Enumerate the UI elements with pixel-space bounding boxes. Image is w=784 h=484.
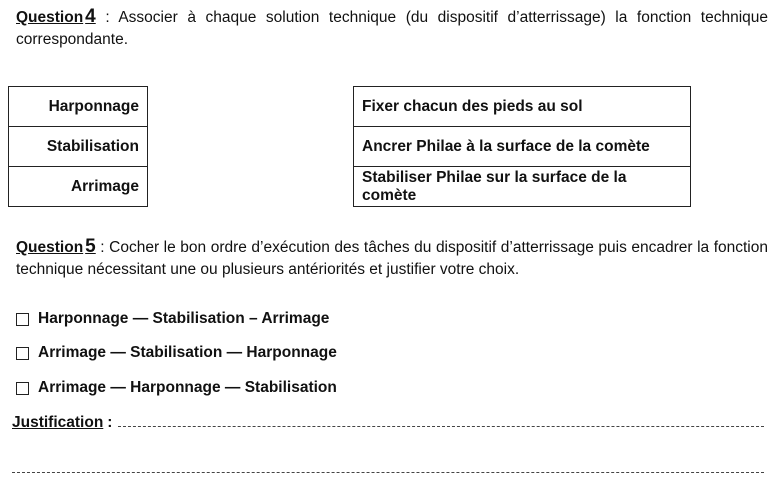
solution-cell-stabilisation[interactable]: Stabilisation [9,127,148,167]
justification-answer-line-1[interactable] [118,412,764,427]
question-5-label: Question [16,239,84,256]
function-cell-stabiliser[interactable]: Stabiliser Philae sur la surface de la comète [354,167,691,207]
solution-cell-harponnage[interactable]: Harponnage [9,87,148,127]
justification-row [12,412,764,432]
question-5-number: 5 [85,236,96,257]
question-4 [16,6,768,51]
justification-colon: : [107,414,113,431]
checkbox-icon[interactable] [16,382,29,395]
order-option-label: Harponnage — Stabilisation – Arrimage [38,310,330,327]
function-cell-ancrer[interactable]: Ancrer Philae à la surface de la comète [354,127,691,167]
order-option-2[interactable] [16,344,337,362]
order-option-label: Arrimage — Harponnage — Stabilisation [38,379,337,396]
question-5-text: : Cocher le bon ordre d’exécution des tâches du dispositif d’atterrissage puis encadrer la fonction technique nécessitant une ou plusieurs antériorités et justifier votre choix. [16,239,768,278]
question-4-number: 4 [85,6,96,27]
checkbox-icon[interactable] [16,347,29,360]
function-cell-fixer[interactable]: Fixer chacun des pieds au sol [354,87,691,127]
question-5 [16,236,768,281]
question-4-text: : Associer à chaque solution technique (du dispositif d’atterrissage) la fonction technique correspondante. [16,9,768,48]
functions-table [353,86,691,207]
solutions-table [8,86,148,207]
justification-label: Justification [12,414,104,431]
question-4-label: Question [16,9,84,26]
order-option-label: Arrimage — Stabilisation — Harponnage [38,344,337,361]
checkbox-icon[interactable] [16,313,29,326]
order-option-3[interactable] [16,379,337,397]
order-option-1[interactable] [16,310,329,328]
justification-answer-line-2[interactable] [12,472,764,473]
solution-cell-arrimage[interactable]: Arrimage [9,167,148,207]
